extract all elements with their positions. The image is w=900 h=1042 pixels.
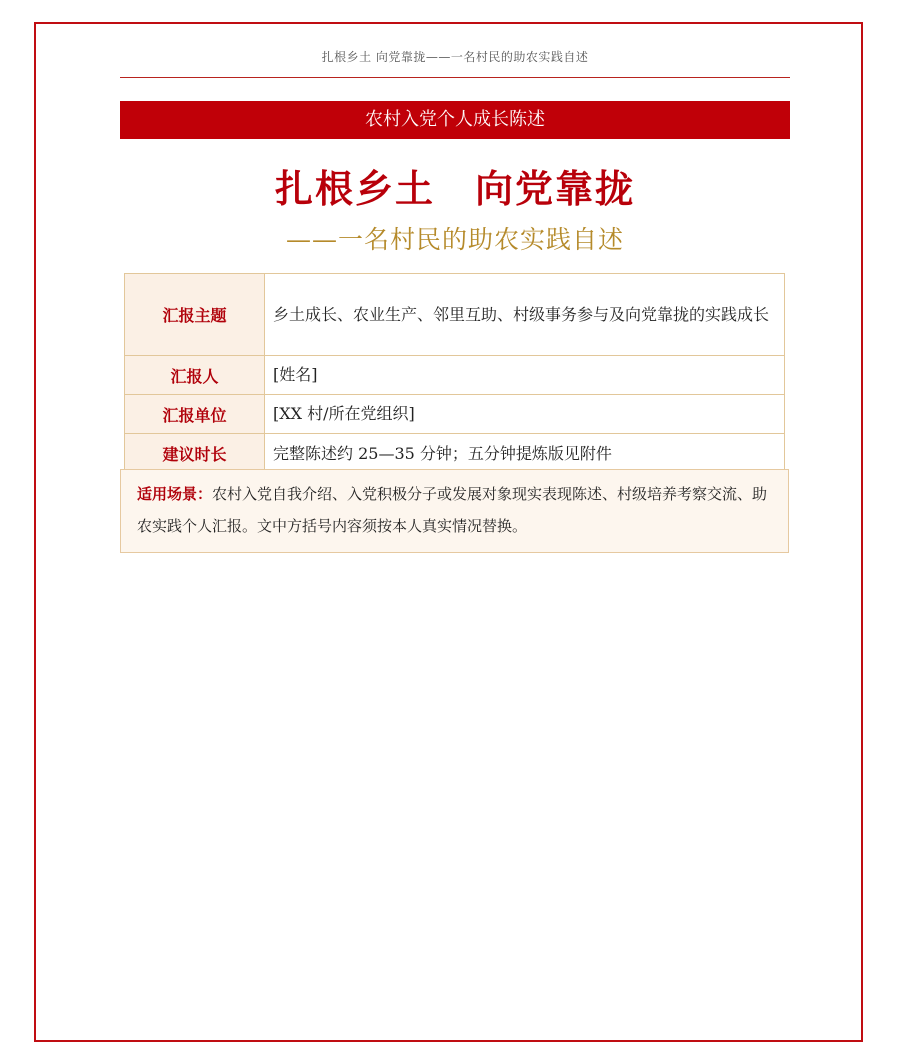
running-header: 扎根乡土 向党靠拢——一名村民的助农实践自述 — [321, 50, 589, 64]
topic-label: 汇报主题 — [125, 274, 265, 356]
reporter-label: 汇报人 — [125, 356, 265, 395]
report-info-table — [124, 273, 785, 474]
scenario-text: 农村入党自我介绍、入党积极分子或发展对象现实表现陈述、村级培养考察交流、助农实践个人汇报。文中方括号内容须按本人真实情况替换。 — [137, 485, 768, 535]
table-row — [125, 274, 785, 356]
duration-label: 建议时长 — [125, 434, 265, 474]
table-row — [125, 356, 785, 395]
duration-value: 完整陈述约 25—35 分钟；五分钟提炼版见附件 — [265, 434, 785, 474]
section-banner: 农村入党个人成长陈述 — [120, 101, 790, 139]
scenario-label: 适用场景： — [137, 485, 213, 503]
reporter-value: [姓名] — [265, 356, 785, 395]
header-divider — [120, 77, 790, 78]
topic-value: 乡土成长、农业生产、邻里互助、村级事务参与及向党靠拢的实践成长 — [265, 274, 785, 356]
unit-value: [XX 村/所在党组织] — [265, 395, 785, 434]
document-title: 扎根乡土 向党靠拢 — [274, 166, 635, 211]
usage-scenario-note — [120, 469, 789, 553]
unit-label: 汇报单位 — [125, 395, 265, 434]
table-row — [125, 434, 785, 474]
document-subtitle: ——一名村民的助农实践自述 — [285, 225, 624, 254]
table-row — [125, 395, 785, 434]
